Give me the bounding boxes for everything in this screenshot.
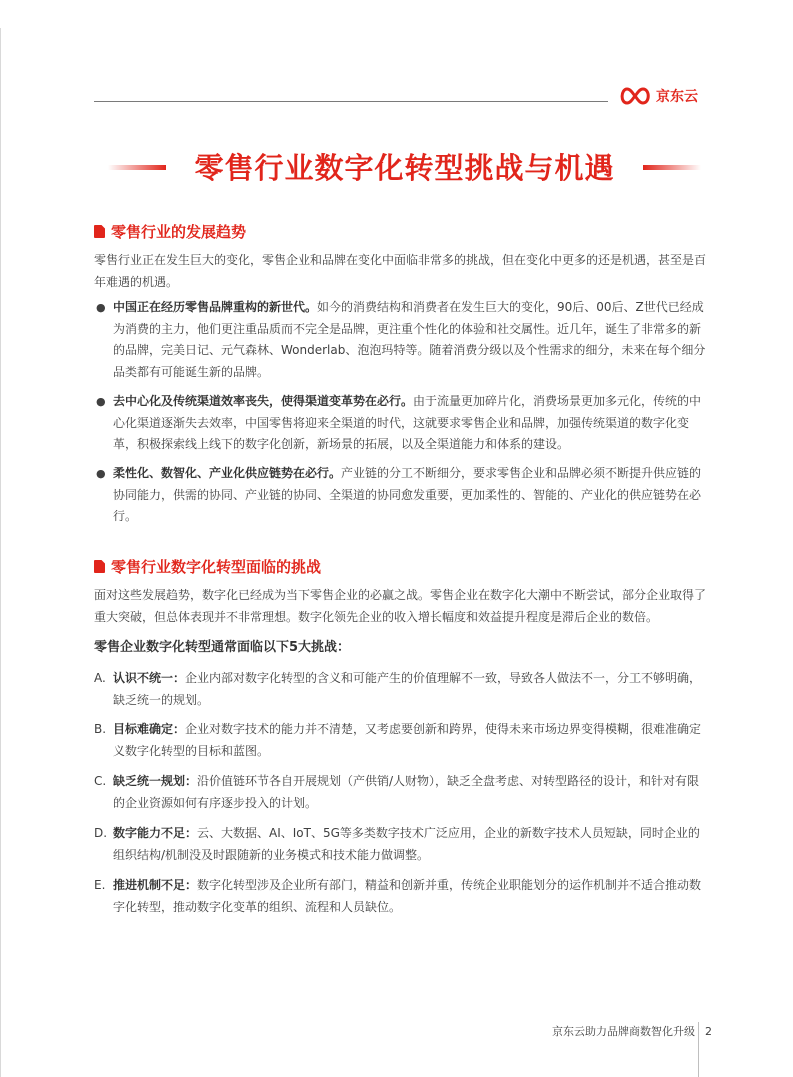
challenge-item <box>113 875 709 918</box>
bullet-icon: ● <box>96 301 106 314</box>
jdcloud-logo-icon <box>618 85 652 107</box>
bullet-item <box>113 391 709 456</box>
section-title: 零售行业数字化转型面临的挑战 <box>111 557 322 576</box>
challenge-lead: 认识不统一： <box>113 671 186 685</box>
page-title: 零售行业数字化转型挑战与机遇 <box>194 151 615 185</box>
section-intro: 零售行业正在发生巨大的变化，零售企业和品牌在变化中面临非常多的挑战，但在变化中更多的还是机遇，甚至是百年难遇的机遇。 <box>94 253 707 289</box>
bullet-lead: 中国正在经历零售品牌重构的新世代。 <box>113 300 318 314</box>
bullet-icon: ● <box>96 467 106 480</box>
bullet-icon: ● <box>96 395 106 408</box>
title-deco-right <box>643 165 701 170</box>
section-heading-trends <box>94 220 246 242</box>
footer-divider <box>698 1022 699 1077</box>
challenge-item <box>113 719 709 762</box>
challenge-lead: 缺乏统一规划： <box>113 774 198 788</box>
challenge-lead: 目标难确定： <box>113 722 186 736</box>
bullet-body: 如今的消费结构和消费者在发生巨大的变化，90后、00后、Z世代已经成为消费的主力，他们更注重品质而不完全是品牌，更注重个性化的体验和社交属性。近几年，诞生了非常多的新的品牌，完美日记、元气森林、Wonderlab、泡泡玛特等。随着消费分级以及个性需求的细分，未来在每个细分品类都有可能诞生新的品牌。 <box>113 300 706 379</box>
challenge-body: 沿价值链环节各自开展规划（产供销/人财物），缺乏全盘考虑、对转型路径的设计，和针对有限的企业资源如何有序逐步投入的计划。 <box>113 774 700 810</box>
jdcloud-logo <box>618 82 698 110</box>
bullet-item <box>113 463 709 528</box>
challenges-subheading: 零售企业数字化转型通常面临以下5大挑战： <box>94 640 351 655</box>
challenge-body: 企业内部对数字化转型的含义和可能产生的价值理解不一致，导致各人做法不一，分工不够明确，缺乏统一的规划。 <box>113 671 702 707</box>
challenge-lead: 数字能力不足： <box>113 826 198 840</box>
challenge-body: 数字化转型涉及企业所有部门，精益和创新并重，传统企业职能划分的运作机制并不适合推动数字化转型，推动数字化变革的组织、流程和人员缺位。 <box>113 878 702 914</box>
challenge-item <box>113 668 709 711</box>
title-block <box>0 146 793 190</box>
logo-text: 京东云 <box>656 89 698 105</box>
document-icon <box>94 560 105 573</box>
header-rule <box>94 101 608 102</box>
section-intro: 面对这些发展趋势，数字化已经成为当下零售企业的必赢之战。零售企业在数字化大潮中不断尝试，部分企业取得了重大突破，但总体表现并不非常理想。数字化领先企业的收入增长幅度和效益提升程度是滞后企业的数倍。 <box>94 588 707 624</box>
challenge-item <box>113 771 709 814</box>
challenge-item <box>113 823 709 866</box>
challenge-body: 企业对数字技术的能力并不清楚，又考虑要创新和跨界，使得未来市场边界变得模糊，很难准确定义数字化转型的目标和蓝图。 <box>113 722 702 758</box>
section-title: 零售行业的发展趋势 <box>111 222 247 241</box>
footer-title: 京东云助力品牌商数智化升级 <box>552 1025 695 1038</box>
bullet-lead: 柔性化、数智化、产业化供应链势在必行。 <box>113 466 342 480</box>
item-letter: E. <box>94 878 106 892</box>
bullet-body: 产业链的分工不断细分，要求零售企业和品牌必须不断提升供应链的协同能力，供需的协同、产业链的协同、全渠道的协同愈发重要，更加柔性的、智能的、产业化的供应链势在必行。 <box>113 466 702 523</box>
item-letter: B. <box>94 722 107 736</box>
challenge-lead: 推进机制不足： <box>113 878 198 892</box>
page-number: 2 <box>705 1025 712 1038</box>
section-heading-challenges <box>94 555 321 577</box>
bullet-item <box>113 297 709 383</box>
title-deco-left <box>108 165 166 170</box>
bullet-lead: 去中心化及传统渠道效率丧失，使得渠道变革势在必行。 <box>113 394 414 408</box>
item-letter: A. <box>94 671 106 685</box>
challenge-body: 云、大数据、AI、IoT、5G等多类数字技术广泛应用，企业的新数字技术人员短缺，同时企业的组织结构/机制没及时跟随新的业务模式和技术能力做调整。 <box>113 826 700 862</box>
item-letter: D. <box>94 826 108 840</box>
item-letter: C. <box>94 774 107 788</box>
bullet-body: 由于流量更加碎片化，消费场景更加多元化，传统的中心化渠道逐渐失去效率，中国零售将迎来全渠道的时代，这就要求零售企业和品牌，加强传统渠道的数字化变革，积极探索线上线下的数字化创新，新场景的拓展，以及全渠道能力和体系的建设。 <box>113 394 702 451</box>
document-icon <box>94 225 105 238</box>
